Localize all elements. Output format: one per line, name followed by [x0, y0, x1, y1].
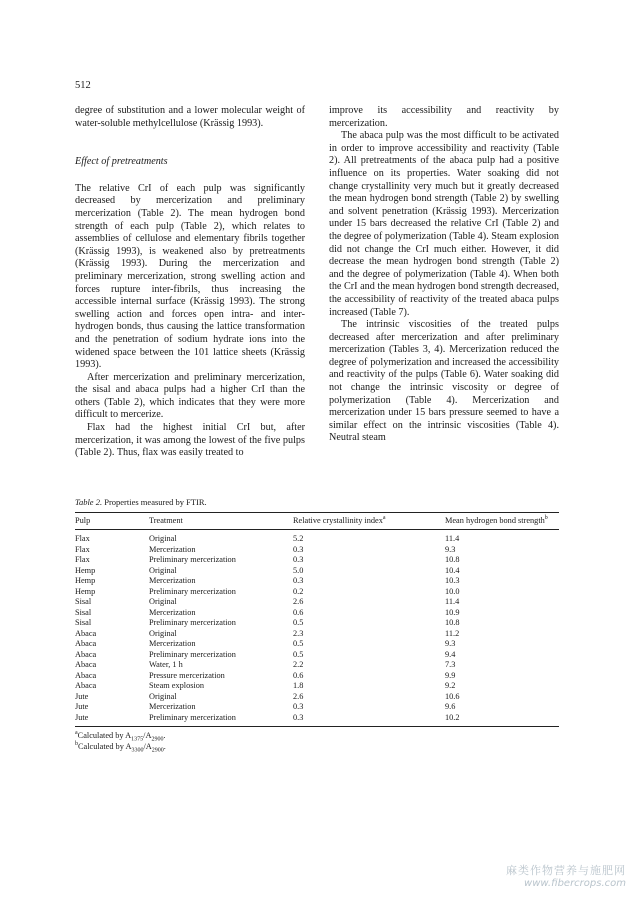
footnote-text: /A: [143, 731, 152, 740]
cell-treatment: Original: [149, 628, 177, 638]
table-row: [75, 566, 559, 577]
cell-crystallinity: 0.3: [293, 576, 304, 585]
cell-pulp: Hemp: [75, 565, 96, 575]
cell-hydrogen-bond: 11.4: [445, 597, 460, 606]
cell-pulp: Sisal: [75, 607, 92, 617]
cell-treatment: Pressure mercerization: [149, 670, 225, 680]
cell-pulp: Hemp: [75, 576, 96, 585]
table-body: [75, 530, 559, 727]
table-row: [75, 530, 559, 545]
cell-pulp: Abaca: [75, 660, 97, 669]
cell-treatment: Mercerization: [149, 702, 196, 711]
footnote-mark: a: [382, 515, 386, 522]
cell-hydrogen-bond: 10.4: [445, 565, 460, 575]
cell-pulp: Sisal: [75, 597, 92, 606]
cell-hydrogen-bond: 10.0: [445, 586, 460, 596]
cell-hydrogen-bond: 10.8: [445, 555, 460, 564]
footnote-text: Calculated by A: [78, 741, 132, 751]
footnote-mark: b: [75, 740, 78, 747]
cell-crystallinity: 0.6: [293, 607, 304, 617]
cell-hydrogen-bond: 10.6: [445, 691, 460, 701]
table-caption-text: Properties measured by FTIR.: [104, 497, 207, 507]
cell-treatment: Water, 1 h: [149, 660, 183, 669]
cell-pulp: Abaca: [75, 649, 97, 659]
header-crystallinity: [293, 513, 445, 530]
cell-crystallinity: 0.2: [293, 586, 304, 596]
table-row: [75, 576, 559, 587]
cell-pulp: Flax: [75, 555, 90, 564]
table-row: [75, 639, 559, 650]
watermark-url: www.fibercrops.com: [524, 878, 626, 889]
footnote-text: .: [163, 741, 166, 751]
table-caption: [75, 497, 559, 507]
cell-treatment: Preliminary mercerization: [149, 649, 236, 659]
footnote: [75, 742, 559, 753]
cell-hydrogen-bond: 10.3: [445, 576, 460, 585]
cell-hydrogen-bond: 10.2: [445, 713, 559, 727]
table-header-row: [75, 513, 559, 530]
paragraph: The intrinsic viscosities of the treated pulps decreased after mercerization and after preliminary mercerization (Tables 3, 4). Mercerization reduced the degree of polymerization and increased the accessibility and reactivity of the pulps (Table 6). Water soaking did not change the intrinsic viscosity or degree of polymerization (Table 4). Mercerization and mercerization under 15 bars pressure seemed to have a similar effect on the intrinsic viscosities (Table 4). Neutral steam: [329, 319, 559, 444]
header-hydrogen-bond-label: Mean hydrogen bond strength: [445, 516, 545, 525]
table-row: [75, 681, 559, 692]
cell-crystallinity: 0.5: [293, 649, 304, 659]
table-row: [75, 713, 559, 727]
cell-treatment: Original: [149, 565, 177, 575]
paragraph: improve its accessibility and reactivity by mercerization.: [329, 105, 559, 129]
table-row: [75, 618, 559, 629]
cell-treatment: Original: [149, 691, 177, 701]
header-hydrogen-bond: [445, 513, 559, 530]
cell-pulp: Abaca: [75, 670, 97, 680]
cell-treatment: Preliminary mercerization: [149, 713, 293, 727]
properties-table: [75, 512, 559, 727]
cell-crystallinity: 2.3: [293, 628, 304, 638]
footnote-mark: a: [75, 730, 78, 737]
footnote-subscript: 3300: [131, 747, 144, 754]
cell-pulp: Jute: [75, 702, 89, 711]
page-number: 512: [75, 80, 91, 91]
cell-hydrogen-bond: 9.3: [445, 544, 456, 554]
footnote-text: /A: [143, 741, 152, 751]
footnote-subscript: 2900: [151, 747, 164, 754]
cell-crystallinity: 0.5: [293, 639, 304, 648]
cell-hydrogen-bond: 9.6: [445, 702, 456, 711]
cell-treatment: Original: [149, 534, 177, 543]
table-row: [75, 545, 559, 556]
cell-treatment: Mercerization: [149, 576, 196, 585]
table-footnotes: [75, 731, 559, 752]
cell-crystallinity: 5.2: [293, 534, 304, 543]
cell-treatment: Steam explosion: [149, 681, 205, 690]
paragraph: degree of substitution and a lower molecular weight of water-soluble methylcellulose (Krässig 1993).: [75, 105, 305, 129]
watermark-site-name: 麻类作物营养与施肥网: [506, 864, 626, 877]
cell-treatment: Preliminary mercerization: [149, 618, 236, 627]
cell-treatment: Mercerization: [149, 607, 196, 617]
footnote-subscript: 2900: [151, 736, 164, 743]
cell-hydrogen-bond: 10.9: [445, 607, 460, 617]
cell-hydrogen-bond: 11.2: [445, 628, 460, 638]
watermark: [506, 862, 626, 889]
cell-pulp: Hemp: [75, 586, 96, 596]
cell-treatment: Mercerization: [149, 544, 196, 554]
cell-pulp: Sisal: [75, 618, 92, 627]
table-row: [75, 692, 559, 703]
cell-treatment: Original: [149, 597, 177, 606]
header-pulp: Pulp: [75, 513, 149, 530]
cell-crystallinity: 2.6: [293, 691, 304, 701]
table-row: [75, 608, 559, 619]
footnote-text: .: [163, 731, 166, 740]
cell-treatment: Mercerization: [149, 639, 196, 648]
paragraph: After mercerization and preliminary mercerization, the sisal and abaca pulps had a higher CrI than the others (Table 2), which indicates that they were more difficult to mercerize.: [75, 371, 305, 421]
cell-crystallinity: 5.0: [293, 565, 304, 575]
cell-pulp: Jute: [75, 713, 149, 727]
footnote-mark: b: [544, 515, 548, 522]
table-row: [75, 650, 559, 661]
cell-crystallinity: 1.8: [293, 681, 304, 690]
cell-hydrogen-bond: 9.9: [445, 670, 456, 680]
table-row: [75, 671, 559, 682]
footnote-text: Calculated by A: [77, 731, 132, 740]
cell-crystallinity: 0.3: [293, 544, 304, 554]
left-column: [75, 105, 305, 460]
table-row: [75, 555, 559, 566]
footnote: [75, 731, 559, 742]
cell-hydrogen-bond: 10.8: [445, 618, 460, 627]
right-column: [329, 105, 559, 445]
cell-pulp: Abaca: [75, 681, 97, 690]
table-row: [75, 597, 559, 608]
header-treatment: Treatment: [149, 513, 293, 530]
paragraph: The relative CrI of each pulp was significantly decreased by mercerization and preliminary mercerization (Table 2). The mean hydrogen bond strength of each pulp (Table 2), which relates to assemblies of cellulose and elementary fibrils together (Krässig 1993), is weakened also by pretreatments (Krässig 1993). During the mercerization and preliminary mercerization, strong swelling action and forces rupture inter-fibrils, thus increasing the accessible internal surface (Krässig 1993). The strong swelling action and forces open intra- and inter-hydrogen bonds, thus causing the lattice transformation and the penetration of sodium hydrate ions into the widened space between the 101 lattice sheets (Krässig 1993).: [75, 182, 305, 371]
table-caption-label: Table 2.: [75, 497, 103, 507]
cell-crystallinity: 0.3: [293, 555, 304, 564]
cell-hydrogen-bond: 7.3: [445, 660, 456, 669]
paragraph: Flax had the highest initial CrI but, after mercerization, it was among the lowest of the five pulps (Table 2). Thus, flax was easily treated to: [75, 422, 305, 459]
cell-hydrogen-bond: 9.2: [445, 681, 456, 690]
footnote-subscript: 1375: [131, 736, 144, 743]
cell-treatment: Preliminary mercerization: [149, 586, 236, 596]
cell-treatment: Preliminary mercerization: [149, 555, 236, 564]
cell-hydrogen-bond: 9.3: [445, 639, 456, 648]
cell-pulp: Flax: [75, 544, 90, 554]
table-row: [75, 660, 559, 671]
cell-hydrogen-bond: 9.4: [445, 649, 456, 659]
table-row: [75, 629, 559, 640]
cell-hydrogen-bond: 11.4: [445, 534, 460, 543]
cell-crystallinity: 0.3: [293, 702, 304, 711]
cell-crystallinity: 0.3: [293, 713, 445, 727]
cell-pulp: Abaca: [75, 628, 97, 638]
cell-pulp: Abaca: [75, 639, 97, 648]
cell-crystallinity: 0.5: [293, 618, 304, 627]
cell-pulp: Jute: [75, 691, 89, 701]
cell-crystallinity: 2.6: [293, 597, 304, 606]
paragraph: The abaca pulp was the most difficult to be activated in order to improve accessibility and reactivity (Table 2). All pretreatments of the abaca pulp had a positive influence on its properties. Water soaking did not change crystallinity very much but it greatly decreased the mean hydrogen bond strength (Table 2) by swelling and solvent penetration (Krässig 1993). Mercerization under 15 bars decreased the relative CrI (Table 2) and the degree of polymerization (Table 4). Steam explosion did not change the CrI much either. However, it did decrease the mean hydrogen bond strength (Table 2) and the degree of polymerization (Table 4). When both the CrI and the mean hydrogen bond strength decreased, the accessibility of reactivity of the treated abaca pulps increased (Table 7).: [329, 130, 559, 318]
table-row: [75, 587, 559, 598]
section-heading: Effect of pretreatments: [75, 156, 168, 168]
cell-crystallinity: 2.2: [293, 660, 304, 669]
table-block: [75, 497, 559, 752]
table-row: [75, 702, 559, 713]
cell-pulp: Flax: [75, 534, 90, 543]
header-crystallinity-label: Relative crystallinity index: [293, 516, 383, 525]
cell-crystallinity: 0.6: [293, 670, 304, 680]
